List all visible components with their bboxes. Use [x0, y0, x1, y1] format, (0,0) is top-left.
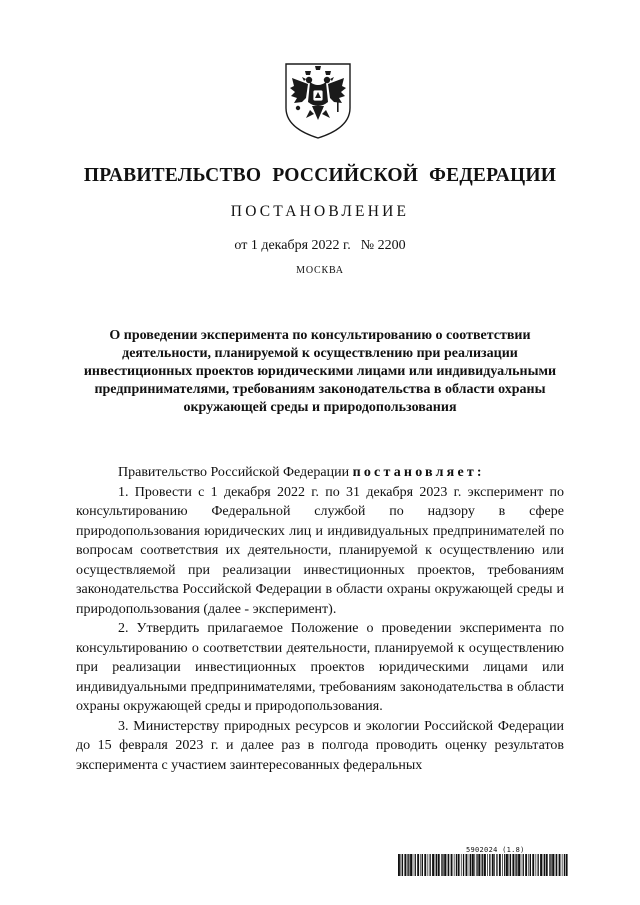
barcode-bar — [546, 854, 548, 876]
barcode-bar — [481, 854, 482, 876]
barcode-bar — [415, 854, 416, 876]
barcode-bar — [549, 854, 550, 876]
barcode-bar — [492, 854, 494, 876]
barcode-bar — [502, 854, 503, 876]
paragraph-3: 3. Министерству природных ресурсов и экологии Российской Федерации до 15 февраля 2023 г. и далее раз в полгода проводить оценку результатов эксперимента с участием заинтересованных федеральных — [76, 718, 564, 773]
barcode-bar — [438, 854, 440, 876]
barcode-bar — [530, 854, 531, 876]
barcode-bar — [428, 854, 429, 876]
barcode-bar — [487, 854, 488, 876]
date-line — [0, 238, 640, 254]
barcode-bar — [398, 854, 400, 876]
barcode-bar — [484, 854, 486, 876]
barcode-bar — [476, 854, 477, 876]
barcode-bar — [512, 854, 514, 876]
organization-title: ПРАВИТЕЛЬСТВО РОССИЙСКОЙ ФЕДЕРАЦИИ — [83, 165, 557, 186]
barcode-bar — [474, 854, 475, 876]
preamble — [76, 463, 564, 483]
barcode-bar — [499, 854, 501, 876]
barcode-bar — [544, 854, 545, 876]
barcode-bar — [420, 854, 421, 876]
preamble-text: Правительство Российской Федерации — [118, 465, 353, 480]
barcode-bar — [432, 854, 434, 876]
barcode-bar — [521, 854, 522, 876]
barcode-bar — [436, 854, 437, 876]
barcode-bar — [518, 854, 520, 876]
barcode-bar — [463, 854, 464, 876]
barcode-bar — [540, 854, 542, 876]
barcode-bar — [523, 854, 524, 876]
barcode-bar — [458, 854, 460, 876]
barcode-bar — [556, 854, 557, 876]
barcode-bar — [562, 854, 563, 876]
barcode-bar — [454, 854, 455, 876]
barcode-bar — [496, 854, 497, 876]
barcode-bar — [404, 854, 406, 876]
barcode-bar — [448, 854, 449, 876]
barcode-bar — [472, 854, 474, 876]
city-name: МОСКВА — [296, 265, 344, 276]
barcode-bar — [442, 854, 443, 876]
barcode-bar — [538, 854, 539, 876]
document-subject: О проведении эксперимента по консультированию о соответствии деятельности, планируемой к осуществлению при реализации инвестиционных проектов юридическими лицами или индивидуальными предпринимателями, требованиям законодательства в области охраны окружающей среды и природопользования — [83, 328, 557, 415]
paragraph-2: 2. Утвердить прилагаемое Положение о проведении эксперимента по консультированию о соответствии деятельности, планируемой к осуществлению при реализации инвестиционных проектов юридическими лицами или индивидуальными предпринимателями, требованиям законодательства в области охраны окружающей среды и природопользования. — [76, 621, 564, 714]
barcode-bar — [509, 854, 510, 876]
barcode-bar — [532, 854, 534, 876]
barcode-bar — [506, 854, 508, 876]
barcode-icon — [398, 854, 568, 876]
barcode-bar — [504, 854, 505, 876]
paragraph-1: 1. Провести с 1 декабря 2022 г. по 31 декабря 2023 г. эксперимент по консультированию Федеральной службой по надзору в сфере природопользования юридических лиц и индивидуальных предпринимателей по вопросам соответствия их деятельности, планируемой к осуществлению или осуществляемой при реализации инвестиционных проектов, требованиям законодательства Российской Федерации в области охраны окружающей среды и природопользования (далее - эксперимент). — [76, 484, 564, 617]
barcode-bar — [550, 854, 551, 876]
barcode-bar — [552, 854, 554, 876]
preamble-verb: постановляет: — [352, 465, 485, 480]
barcode-bar — [408, 854, 409, 876]
barcode-bar — [466, 854, 468, 876]
barcode-bar — [451, 854, 453, 876]
barcode-bar — [470, 854, 471, 876]
barcode-bar — [525, 854, 527, 876]
barcode-bar — [441, 854, 442, 876]
state-emblem-icon — [282, 58, 354, 140]
barcode-bar — [402, 854, 403, 876]
barcode-bar — [417, 854, 419, 876]
barcode-bar — [435, 854, 436, 876]
barcode-bar — [555, 854, 556, 876]
barcode-bar — [510, 854, 511, 876]
barcode-bar — [456, 854, 457, 876]
barcode-bar — [478, 854, 480, 876]
barcode-bar — [407, 854, 408, 876]
barcode-bar — [515, 854, 516, 876]
barcode-bar — [536, 854, 537, 876]
barcode-bar — [559, 854, 561, 876]
barcode-bar — [422, 854, 423, 876]
barcode-bar — [494, 854, 495, 876]
barcode-bar — [482, 854, 483, 876]
barcode-bar — [516, 854, 517, 876]
document-code: 5902024 (1.8) — [466, 846, 525, 854]
barcode-bar — [528, 854, 529, 876]
barcode-bar — [566, 854, 568, 876]
document-type: ПОСТАНОВЛЕНИЕ — [230, 203, 410, 220]
barcode-bar — [543, 854, 544, 876]
barcode-bar — [469, 854, 470, 876]
barcode-bar — [410, 854, 412, 876]
barcode-bar — [564, 854, 565, 876]
barcode-bar — [424, 854, 426, 876]
document-date: от 1 декабря 2022 г. — [234, 238, 351, 253]
document-number: № 2200 — [360, 238, 406, 253]
barcode-bar — [489, 854, 490, 876]
barcode-bar — [430, 854, 431, 876]
barcode-bar — [461, 854, 462, 876]
barcode-bar — [447, 854, 448, 876]
barcode-bar — [444, 854, 446, 876]
barcode-bar — [401, 854, 402, 876]
barcode-bar — [413, 854, 414, 876]
document-body — [76, 463, 564, 775]
